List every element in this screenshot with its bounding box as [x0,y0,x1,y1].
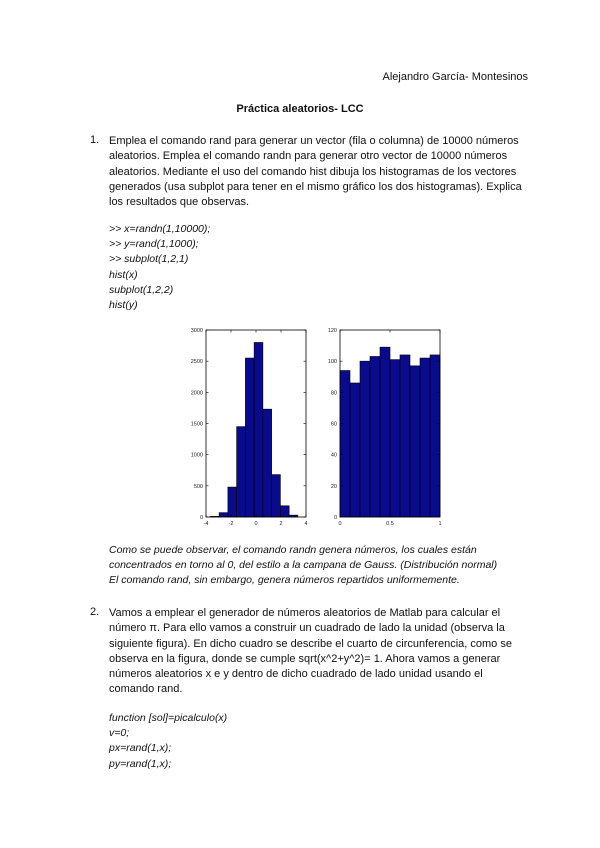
q2-line: número π. Para ello vamos a construir un cuadrado de lado la unidad (observa la [109,622,505,635]
q1-line: generados (usa subplot para tener en el mismo gráfico los dos histogramas). Explica [109,180,522,193]
question-1-code [109,222,210,313]
histogram-bar [254,342,263,517]
question-2-code [109,711,227,772]
histogram-bar [400,355,410,517]
x-tick-label: 0 [338,521,342,527]
y-tick-label: 20 [330,483,337,490]
histogram-bar [420,358,430,517]
y-tick-label: 1500 [190,421,203,428]
question-1-text [109,134,522,210]
x-tick-label: -4 [203,521,209,527]
histogram-bar [228,487,237,517]
histogram-bar [360,361,370,517]
q2-line: siguiente figura). En dicho cuadro se describe el cuarto de circunferencia, como se [109,637,512,650]
code-line: hist(x) [109,268,138,281]
code-line: v=0; [109,727,130,740]
histogram-bar [390,360,400,517]
code-line: >> x=randn(1,10000); [109,223,211,235]
q1-line: Emplea el comando rand para generar un vector (fila o columna) de 10000 números [109,135,519,147]
q2-line: Vamos a emplear el generador de números aleatorios de Matlab para calcular el [109,607,501,619]
y-tick-label: 2000 [190,390,203,397]
code-line: >> subplot(1,2,1) [109,253,189,266]
y-tick-label: 1000 [190,452,203,459]
histogram-bar [237,427,246,517]
x-tick-label: 2 [279,521,283,527]
y-tick-label: 0 [333,515,337,521]
observation-line: El comando rand, sin embargo, genera números repartidos uniformemente. [109,574,460,587]
q2-line: comando rand. [109,683,183,696]
code-line: >> y=rand(1,1000); [109,238,199,251]
histogram-bar [430,355,440,517]
y-tick-label: 3000 [190,328,203,334]
histogram-bar [410,366,420,517]
y-tick-label: 120 [327,328,337,334]
x-tick-label: 0 [254,521,258,527]
histogram-bar [263,409,272,517]
q2-line: números aleatorios x e y dentro de dicho cuadrado de lado unidad usando el [109,668,483,681]
code-line: py=rand(1,x); [109,757,172,770]
q1-line: aleatorios. Emplea el comando randn para generar otro vector de 10000 números [109,150,508,163]
q2-line: observa en la figura, donde se cumple sqrt(x^2+y^2)= 1. Ahora vamos a generar [109,652,501,665]
y-tick-label: 80 [330,390,337,397]
x-tick-label: 1 [438,521,442,527]
histogram-bar [219,513,228,517]
document-title: Práctica aleatorios- LCC [236,103,364,115]
observation-line: concentrados en torno al 0, del estilo a la campana de Gauss. (Distribución normal) [109,559,498,572]
question-1-observation [109,543,497,589]
histogram-bar [380,347,390,517]
histogram-bar [272,475,281,517]
observation-line: Como se puede observar, el comando randn genera números, los cuales están [109,544,477,556]
q1-line: los resultados que observas. [109,196,250,209]
question-2-number: 2. [90,606,100,618]
histogram-bar [370,356,380,517]
histogram-figure [170,322,450,532]
code-line: function [sol]=picalculo(x) [109,712,228,724]
histogram-bar [245,358,254,517]
histogram-bar [350,383,360,517]
code-line: px=rand(1,x); [109,742,172,755]
y-tick-label: 2500 [190,359,203,366]
y-tick-label: 100 [327,359,337,366]
author-name: Alejandro García- Montesinos [382,71,528,83]
y-tick-label: 40 [330,452,337,459]
q1-line: aleatorios. Mediante el uso del comando hist dibuja los histogramas de los vectores [109,165,517,178]
question-2-text [109,606,512,698]
y-tick-label: 500 [193,483,203,490]
x-tick-label: 0.5 [386,521,394,527]
code-line: hist(y) [109,299,138,312]
histogram-bar [280,506,289,517]
code-line: subplot(1,2,2) [109,283,174,296]
x-tick-label: -2 [228,521,234,527]
question-1-number: 1. [90,134,100,146]
y-tick-label: 0 [199,515,203,521]
y-tick-label: 60 [330,421,337,428]
x-tick-label: 4 [304,521,308,527]
